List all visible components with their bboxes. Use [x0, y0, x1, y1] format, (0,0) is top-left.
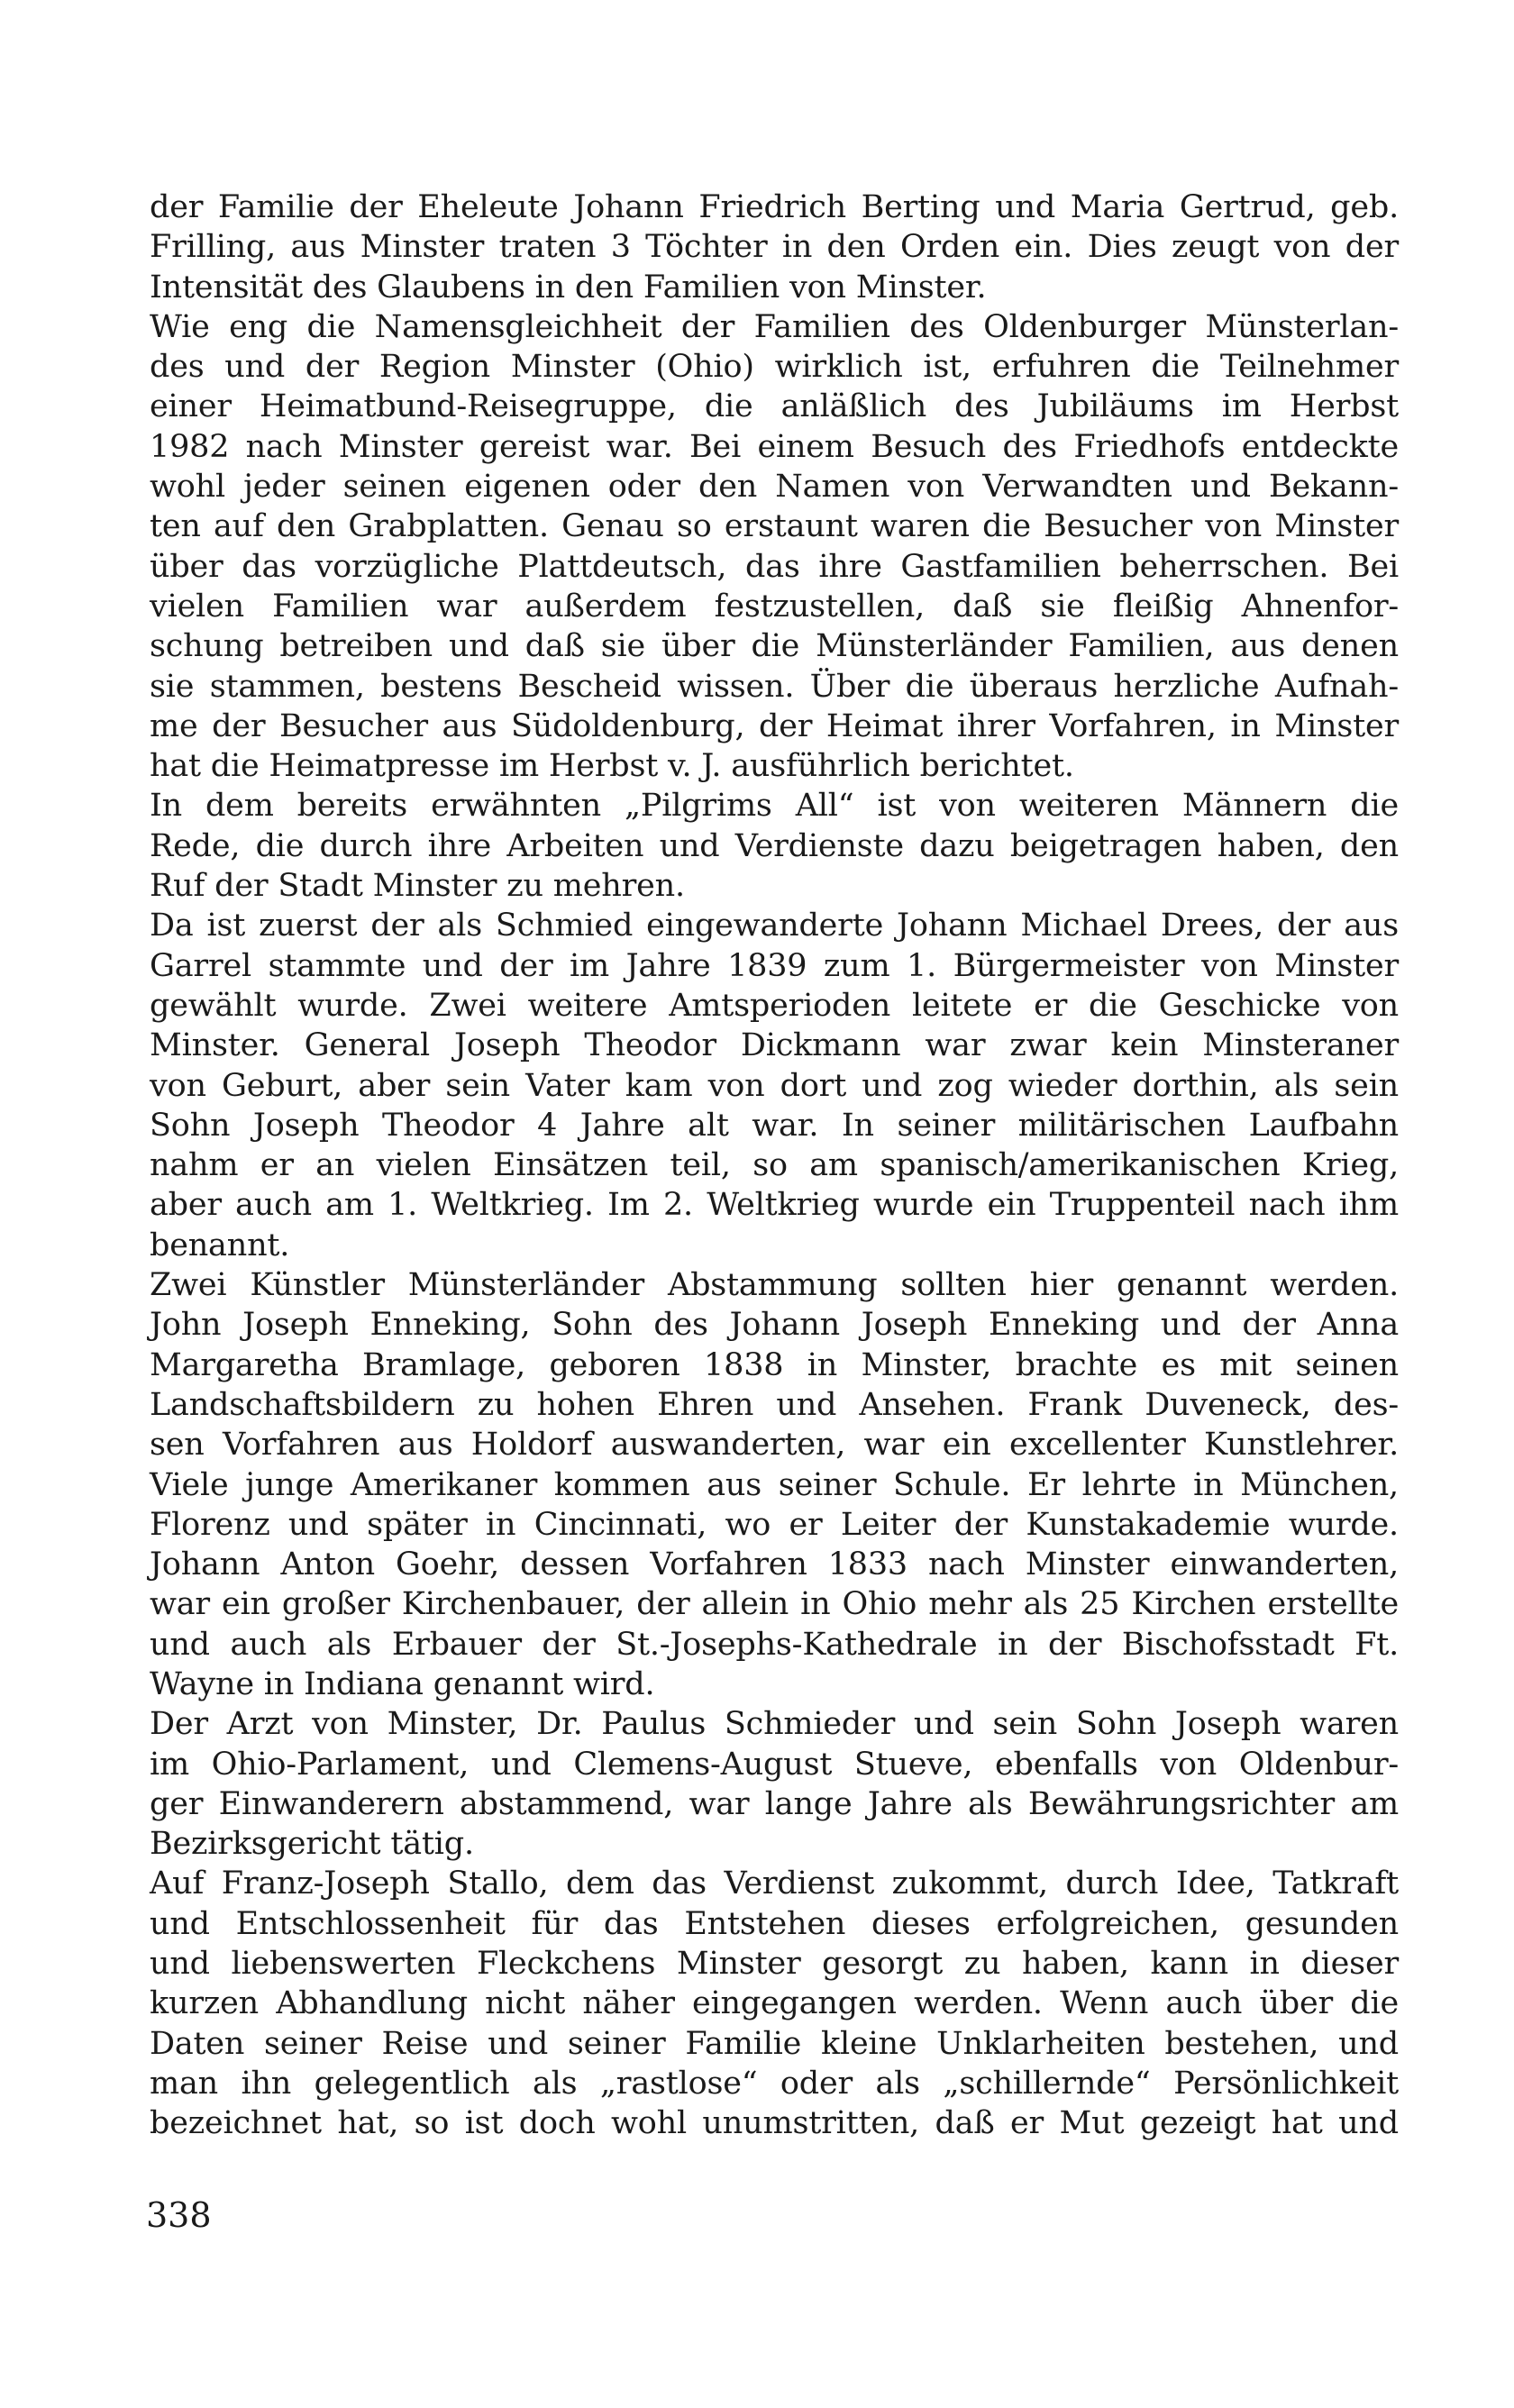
text-line: me der Besucher aus Südoldenburg, der Heimat ihrer Vorfahren, in Minster — [150, 707, 1399, 744]
text-line: der Familie der Eheleute Johann Friedrich Berting und Maria Gertrud, geb. — [150, 189, 1399, 225]
text-line: ger Einwanderern abstammend, war lange Jahre als Bewährungsrichter am — [150, 1785, 1399, 1822]
text-line: man ihn gelegentlich als „rastlose“ oder als „schillernde“ Persönlichkeit — [150, 2065, 1399, 2102]
text-line: Wayne in Indiana genannt wird. — [150, 1665, 655, 1702]
text-line: wohl jeder seinen eigenen oder den Namen von Verwandten und Bekann- — [150, 469, 1399, 506]
paragraph — [150, 307, 1399, 787]
text-line: Frilling, aus Minster traten 3 Töchter in den Orden ein. Dies zeugt von der — [150, 229, 1399, 266]
text-line: über das vorzügliche Plattdeutsch, das ihre Gastfamilien beherrschen. Bei — [150, 548, 1399, 585]
text-line: von Geburt, aber sein Vater kam von dort und zog wieder dorthin, als sein — [150, 1067, 1399, 1104]
text-line: Florenz und später in Cincinnati, wo er Leiter der Kunstakademie wurde. — [150, 1506, 1399, 1543]
text-line: nahm er an vielen Einsätzen teil, so am spanisch/amerikanischen Krieg, — [150, 1147, 1399, 1184]
text-line: Auf Franz-Joseph Stallo, dem das Verdienst zukommt, durch Idee, Tatkraft — [150, 1865, 1399, 1902]
text-line: Landschaftsbildern zu hohen Ehren und Ansehen. Frank Duveneck, des- — [150, 1386, 1399, 1423]
text-line: Garrel stammte und der im Jahre 1839 zum 1. Bürgermeister von Minster — [150, 947, 1399, 984]
text-line: im Ohio-Parlament, und Clemens-August Stueve, ebenfalls von Oldenbur- — [150, 1746, 1399, 1783]
text-line: Ruf der Stadt Minster zu mehren. — [150, 868, 685, 905]
text-line: schung betreiben und daß sie über die Münsterländer Familien, aus denen — [150, 628, 1399, 665]
paragraph — [150, 1704, 1399, 1864]
text-line: sie stammen, bestens Bescheid wissen. Über die überaus herzliche Aufnah- — [150, 668, 1399, 705]
text-line: Johann Anton Goehr, dessen Vorfahren 1833 nach Minster einwanderten, — [150, 1546, 1399, 1583]
text-line: gewählt wurde. Zwei weitere Amtsperioden leitete er die Geschicke von — [150, 987, 1399, 1024]
text-line: In dem bereits erwähnten „Pilgrims All“ ist von weiteren Männern die — [150, 788, 1399, 825]
text-line: aber auch am 1. Weltkrieg. Im 2. Weltkrieg wurde ein Truppenteil nach ihm — [150, 1187, 1399, 1224]
text-line: 1982 nach Minster gereist war. Bei einem Besuch des Friedhofs entdeckte — [150, 428, 1399, 465]
paragraph — [150, 187, 1399, 307]
text-line: und liebenswerten Fleckchens Minster gesorgt zu haben, kann in dieser — [150, 1946, 1399, 1983]
text-line: Da ist zuerst der als Schmied eingewanderte Johann Michael Drees, der aus — [150, 908, 1399, 944]
text-line: Daten seiner Reise und seiner Familie kleine Unklarheiten bestehen, und — [150, 2025, 1399, 2062]
text-line: Zwei Künstler Münsterländer Abstammung sollten hier genannt werden. — [150, 1267, 1399, 1304]
text-line: benannt. — [150, 1227, 290, 1263]
text-line: einer Heimatbund-Reisegruppe, die anläßlich des Jubiläums im Herbst — [150, 388, 1399, 425]
text-line: kurzen Abhandlung nicht näher eingegangen werden. Wenn auch über die — [150, 1985, 1399, 2022]
text-line: Wie eng die Namensgleichheit der Familien des Oldenburger Münsterlan- — [150, 308, 1399, 345]
text-line: Intensität des Glaubens in den Familien von Minster. — [150, 269, 987, 306]
text-line: Bezirksgericht tätig. — [150, 1826, 474, 1863]
text-line: bezeichnet hat, so ist doch wohl unumstritten, daß er Mut gezeigt hat und — [150, 2105, 1399, 2142]
paragraph — [150, 1864, 1399, 2143]
text-line: war ein großer Kirchenbauer, der allein in Ohio mehr als 25 Kirchen erstellte — [150, 1586, 1399, 1623]
text-line: und auch als Erbauer der St.-Josephs-Kathedrale in der Bischofsstadt Ft. — [150, 1626, 1399, 1663]
paragraph — [150, 1265, 1399, 1704]
text-line: John Joseph Enneking, Sohn des Johann Joseph Enneking und der Anna — [150, 1307, 1399, 1344]
page-number: 338 — [146, 2195, 212, 2235]
text-line: hat die Heimatpresse im Herbst v. J. ausführlich berichtet. — [150, 748, 1074, 785]
text-line: ten auf den Grabplatten. Genau so erstaunt waren die Besucher von Minster — [150, 508, 1399, 545]
text-line: Viele junge Amerikaner kommen aus seiner Schule. Er lehrte in München, — [150, 1466, 1399, 1503]
paragraph — [150, 786, 1399, 906]
text-line: vielen Familien war außerdem festzustellen, daß sie fleißig Ahnenfor- — [150, 588, 1399, 625]
text-line: Margaretha Bramlage, geboren 1838 in Minster, brachte es mit seinen — [150, 1346, 1399, 1383]
text-line: Minster. General Joseph Theodor Dickmann war zwar kein Minsteraner — [150, 1027, 1399, 1064]
text-line: Sohn Joseph Theodor 4 Jahre alt war. In seiner militärischen Laufbahn — [150, 1107, 1399, 1144]
text-line: und Entschlossenheit für das Entstehen dieses erfolgreichen, gesunden — [150, 1905, 1399, 1942]
text-line: Rede, die durch ihre Arbeiten und Verdienste dazu beigetragen haben, den — [150, 827, 1399, 864]
text-line: des und der Region Minster (Ohio) wirklich ist, erfuhren die Teilnehmer — [150, 349, 1399, 386]
text-line: Der Arzt von Minster, Dr. Paulus Schmieder und sein Sohn Joseph waren — [150, 1706, 1399, 1743]
text-line: sen Vorfahren aus Holdorf auswanderten, war ein excellenter Kunstlehrer. — [150, 1427, 1399, 1464]
paragraph — [150, 906, 1399, 1265]
body-text — [150, 187, 1399, 2144]
